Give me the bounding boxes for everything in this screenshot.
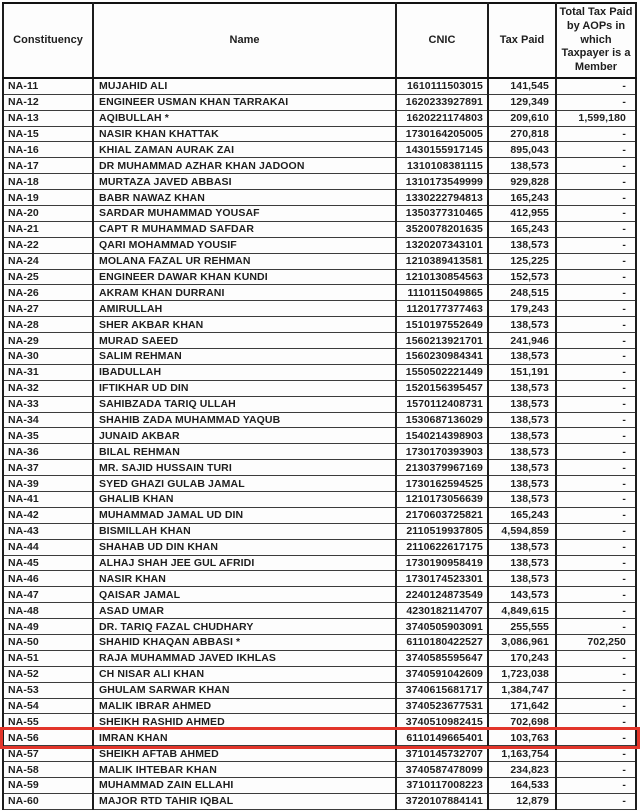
cell-cnic: 1540214398903 — [396, 428, 488, 444]
cell-cnic: 1560213921701 — [396, 333, 488, 349]
cell-total-aop: - — [556, 698, 636, 714]
cell-tax-paid: 138,573 — [488, 158, 556, 174]
table-row — [3, 396, 636, 412]
table-row — [3, 237, 636, 253]
cell-cnic: 1210389413581 — [396, 253, 488, 269]
cell-name: SHAHID KHAQAN ABBASI * — [93, 635, 396, 651]
table-row — [3, 762, 636, 778]
header-constituency: Constituency — [3, 3, 93, 78]
cell-total-aop: - — [556, 476, 636, 492]
cell-total-aop: - — [556, 364, 636, 380]
cell-constituency: NA-43 — [3, 523, 93, 539]
cell-name: MUHAMMAD JAMAL UD DIN — [93, 507, 396, 523]
cell-total-aop: - — [556, 126, 636, 142]
cell-total-aop: - — [556, 269, 636, 285]
cell-name: GHULAM SARWAR KHAN — [93, 682, 396, 698]
cell-tax-paid: 138,573 — [488, 396, 556, 412]
cell-constituency: NA-48 — [3, 603, 93, 619]
table-row — [3, 142, 636, 158]
cell-tax-paid: 255,555 — [488, 619, 556, 635]
table-row — [3, 603, 636, 619]
cell-constituency: NA-37 — [3, 460, 93, 476]
cell-constituency: NA-13 — [3, 110, 93, 126]
cell-cnic: 4230182114707 — [396, 603, 488, 619]
table-header — [3, 3, 636, 78]
cell-tax-paid: 209,610 — [488, 110, 556, 126]
table-row — [3, 317, 636, 333]
cell-constituency: NA-41 — [3, 492, 93, 508]
cell-cnic: 1610111503015 — [396, 78, 488, 95]
cell-tax-paid: 138,573 — [488, 237, 556, 253]
cell-cnic: 1330222794813 — [396, 190, 488, 206]
cell-total-aop: - — [556, 603, 636, 619]
cell-total-aop: - — [556, 539, 636, 555]
table-row — [3, 492, 636, 508]
cell-tax-paid: 165,243 — [488, 221, 556, 237]
cell-name: IMRAN KHAN — [93, 730, 396, 746]
cell-cnic: 1620233927891 — [396, 94, 488, 110]
cell-constituency: NA-57 — [3, 746, 93, 762]
cell-cnic: 1730164205005 — [396, 126, 488, 142]
cell-cnic: 3740615681717 — [396, 682, 488, 698]
cell-name: BABR NAWAZ KHAN — [93, 190, 396, 206]
cell-name: SHAHAB UD DIN KHAN — [93, 539, 396, 555]
cell-name: AMIRULLAH — [93, 301, 396, 317]
cell-constituency: NA-55 — [3, 714, 93, 730]
cell-total-aop: - — [556, 142, 636, 158]
cell-cnic: 1730174523301 — [396, 571, 488, 587]
cell-name: SYED GHAZI GULAB JAMAL — [93, 476, 396, 492]
cell-tax-paid: 1,163,754 — [488, 746, 556, 762]
cell-total-aop: - — [556, 396, 636, 412]
cell-cnic: 3740587478099 — [396, 762, 488, 778]
cell-total-aop: - — [556, 571, 636, 587]
table-row — [3, 778, 636, 794]
cell-cnic: 3740523677531 — [396, 698, 488, 714]
cell-total-aop: - — [556, 78, 636, 95]
cell-constituency: NA-46 — [3, 571, 93, 587]
table-row — [3, 190, 636, 206]
cell-name: MOLANA FAZAL UR REHMAN — [93, 253, 396, 269]
table-row — [3, 571, 636, 587]
cell-name: MUHAMMAD ZAIN ELLAHI — [93, 778, 396, 794]
cell-name: BISMILLAH KHAN — [93, 523, 396, 539]
cell-constituency: NA-28 — [3, 317, 93, 333]
cell-name: CAPT R MUHAMMAD SAFDAR — [93, 221, 396, 237]
cell-name: GHALIB KHAN — [93, 492, 396, 508]
cell-tax-paid: 248,515 — [488, 285, 556, 301]
table-row — [3, 682, 636, 698]
table-row — [3, 158, 636, 174]
table-row — [3, 460, 636, 476]
table-row — [3, 349, 636, 365]
cell-cnic: 1730162594525 — [396, 476, 488, 492]
cell-constituency: NA-15 — [3, 126, 93, 142]
table-row — [3, 380, 636, 396]
cell-cnic: 1210130854563 — [396, 269, 488, 285]
cell-cnic: 1560230984341 — [396, 349, 488, 365]
cell-total-aop: - — [556, 158, 636, 174]
cell-name: CH NISAR ALI KHAN — [93, 666, 396, 682]
cell-constituency: NA-33 — [3, 396, 93, 412]
cell-constituency: NA-34 — [3, 412, 93, 428]
header-total-aop: Total Tax Paid by AOPs in which Taxpayer is a Member — [556, 3, 636, 78]
cell-tax-paid: 241,946 — [488, 333, 556, 349]
cell-cnic: 1620221174803 — [396, 110, 488, 126]
cell-name: SARDAR MUHAMMAD YOUSAF — [93, 205, 396, 221]
cell-constituency: NA-60 — [3, 793, 93, 809]
table-row — [3, 555, 636, 571]
cell-tax-paid: 138,573 — [488, 492, 556, 508]
table-row — [3, 793, 636, 809]
cell-tax-paid: 702,698 — [488, 714, 556, 730]
table-row — [3, 523, 636, 539]
table-row — [3, 174, 636, 190]
cell-tax-paid: 179,243 — [488, 301, 556, 317]
cell-constituency: NA-26 — [3, 285, 93, 301]
cell-name: SALIM REHMAN — [93, 349, 396, 365]
cell-constituency: NA-16 — [3, 142, 93, 158]
cell-tax-paid: 138,573 — [488, 349, 556, 365]
cell-total-aop: - — [556, 349, 636, 365]
cell-constituency: NA-58 — [3, 762, 93, 778]
cell-tax-paid: 165,243 — [488, 190, 556, 206]
cell-cnic: 1350377310465 — [396, 205, 488, 221]
cell-constituency: NA-30 — [3, 349, 93, 365]
cell-name: ASAD UMAR — [93, 603, 396, 619]
cell-total-aop: - — [556, 460, 636, 476]
table-row — [3, 301, 636, 317]
cell-tax-paid: 138,573 — [488, 476, 556, 492]
cell-constituency: NA-39 — [3, 476, 93, 492]
cell-name: SHEIKH AFTAB AHMED — [93, 746, 396, 762]
cell-constituency: NA-51 — [3, 650, 93, 666]
cell-tax-paid: 4,849,615 — [488, 603, 556, 619]
cell-total-aop: - — [556, 682, 636, 698]
table-row — [3, 221, 636, 237]
cell-total-aop: - — [556, 714, 636, 730]
cell-constituency: NA-24 — [3, 253, 93, 269]
cell-name: AQIBULLAH * — [93, 110, 396, 126]
table-row — [3, 507, 636, 523]
tax-paid-table — [2, 2, 637, 810]
cell-constituency: NA-36 — [3, 444, 93, 460]
cell-name: IBADULLAH — [93, 364, 396, 380]
cell-name: DR. TARIQ FAZAL CHUDHARY — [93, 619, 396, 635]
cell-name: SHER AKBAR KHAN — [93, 317, 396, 333]
cell-constituency: NA-53 — [3, 682, 93, 698]
cell-total-aop: - — [556, 428, 636, 444]
cell-constituency: NA-20 — [3, 205, 93, 221]
cell-tax-paid: 129,349 — [488, 94, 556, 110]
cell-total-aop: - — [556, 778, 636, 794]
cell-total-aop: 1,599,180 — [556, 110, 636, 126]
cell-name: BILAL REHMAN — [93, 444, 396, 460]
cell-cnic: 6110149665401 — [396, 730, 488, 746]
cell-constituency: NA-31 — [3, 364, 93, 380]
cell-name: MURTAZA JAVED ABBASI — [93, 174, 396, 190]
cell-total-aop: - — [556, 523, 636, 539]
cell-tax-paid: 138,573 — [488, 428, 556, 444]
cell-total-aop: - — [556, 666, 636, 682]
table-row — [3, 253, 636, 269]
cell-name: MALIK IBRAR AHMED — [93, 698, 396, 714]
cell-name: QAISAR JAMAL — [93, 587, 396, 603]
cell-constituency: NA-35 — [3, 428, 93, 444]
table-row — [3, 650, 636, 666]
cell-cnic: 3720107884141 — [396, 793, 488, 809]
cell-total-aop: - — [556, 730, 636, 746]
cell-total-aop: - — [556, 285, 636, 301]
cell-total-aop: - — [556, 507, 636, 523]
cell-cnic: 1310108381115 — [396, 158, 488, 174]
table-body — [3, 78, 636, 810]
cell-cnic: 3740510982415 — [396, 714, 488, 730]
cell-cnic: 2130379967169 — [396, 460, 488, 476]
cell-tax-paid: 12,879 — [488, 793, 556, 809]
table-row — [3, 269, 636, 285]
cell-total-aop: - — [556, 253, 636, 269]
table-row — [3, 333, 636, 349]
cell-constituency: NA-59 — [3, 778, 93, 794]
table-row — [3, 698, 636, 714]
cell-cnic: 1310173549999 — [396, 174, 488, 190]
header-cnic: CNIC — [396, 3, 488, 78]
header-tax-paid: Tax Paid — [488, 3, 556, 78]
table-row — [3, 587, 636, 603]
cell-tax-paid: 3,086,961 — [488, 635, 556, 651]
cell-tax-paid: 412,955 — [488, 205, 556, 221]
cell-tax-paid: 895,043 — [488, 142, 556, 158]
cell-total-aop: - — [556, 762, 636, 778]
cell-tax-paid: 164,533 — [488, 778, 556, 794]
cell-cnic: 1320207343101 — [396, 237, 488, 253]
cell-cnic: 6110180422527 — [396, 635, 488, 651]
cell-constituency: NA-25 — [3, 269, 93, 285]
cell-cnic: 1550502221449 — [396, 364, 488, 380]
cell-cnic: 1570112408731 — [396, 396, 488, 412]
cell-total-aop: - — [556, 301, 636, 317]
cell-name: QARI MOHAMMAD YOUSIF — [93, 237, 396, 253]
table-row — [3, 476, 636, 492]
cell-cnic: 1510197552649 — [396, 317, 488, 333]
cell-tax-paid: 1,723,038 — [488, 666, 556, 682]
cell-constituency: NA-50 — [3, 635, 93, 651]
cell-constituency: NA-29 — [3, 333, 93, 349]
cell-tax-paid: 1,384,747 — [488, 682, 556, 698]
cell-constituency: NA-54 — [3, 698, 93, 714]
cell-tax-paid: 138,573 — [488, 460, 556, 476]
table-row — [3, 539, 636, 555]
cell-cnic: 3740591042609 — [396, 666, 488, 682]
cell-name: JUNAID AKBAR — [93, 428, 396, 444]
cell-constituency: NA-19 — [3, 190, 93, 206]
cell-tax-paid: 138,573 — [488, 555, 556, 571]
cell-tax-paid: 171,642 — [488, 698, 556, 714]
cell-name: ENGINEER USMAN KHAN TARRAKAI — [93, 94, 396, 110]
table-row — [3, 364, 636, 380]
cell-total-aop: - — [556, 237, 636, 253]
cell-cnic: 1120177377463 — [396, 301, 488, 317]
table-row — [3, 730, 636, 746]
cell-cnic: 1110115049865 — [396, 285, 488, 301]
cell-constituency: NA-21 — [3, 221, 93, 237]
cell-name: MALIK IHTEBAR KHAN — [93, 762, 396, 778]
cell-name: KHIAL ZAMAN AURAK ZAI — [93, 142, 396, 158]
cell-name: SHAHIB ZADA MUHAMMAD YAQUB — [93, 412, 396, 428]
cell-name: ALHAJ SHAH JEE GUL AFRIDI — [93, 555, 396, 571]
cell-total-aop: - — [556, 619, 636, 635]
cell-name: MUJAHID ALI — [93, 78, 396, 95]
cell-name: MAJOR RTD TAHIR IQBAL — [93, 793, 396, 809]
cell-cnic: 1520156395457 — [396, 380, 488, 396]
cell-total-aop: 702,250 — [556, 635, 636, 651]
cell-tax-paid: 170,243 — [488, 650, 556, 666]
cell-cnic: 1530687136029 — [396, 412, 488, 428]
cell-name: AKRAM KHAN DURRANI — [93, 285, 396, 301]
cell-constituency: NA-27 — [3, 301, 93, 317]
cell-constituency: NA-32 — [3, 380, 93, 396]
cell-total-aop: - — [556, 793, 636, 809]
cell-total-aop: - — [556, 174, 636, 190]
cell-name: MURAD SAEED — [93, 333, 396, 349]
header-row — [3, 3, 636, 78]
cell-tax-paid: 138,573 — [488, 539, 556, 555]
cell-tax-paid: 138,573 — [488, 317, 556, 333]
cell-name: ENGINEER DAWAR KHAN KUNDI — [93, 269, 396, 285]
cell-name: MR. SAJID HUSSAIN TURI — [93, 460, 396, 476]
cell-tax-paid: 138,573 — [488, 412, 556, 428]
cell-tax-paid: 4,594,859 — [488, 523, 556, 539]
cell-name: NASIR KHAN KHATTAK — [93, 126, 396, 142]
table-row — [3, 126, 636, 142]
table-row — [3, 285, 636, 301]
cell-total-aop: - — [556, 555, 636, 571]
cell-constituency: NA-44 — [3, 539, 93, 555]
cell-total-aop: - — [556, 746, 636, 762]
cell-constituency: NA-49 — [3, 619, 93, 635]
cell-tax-paid: 103,763 — [488, 730, 556, 746]
header-name: Name — [93, 3, 396, 78]
cell-cnic: 1430155917145 — [396, 142, 488, 158]
cell-cnic: 3710117008223 — [396, 778, 488, 794]
cell-total-aop: - — [556, 587, 636, 603]
table-row — [3, 205, 636, 221]
cell-tax-paid: 929,828 — [488, 174, 556, 190]
table-row — [3, 714, 636, 730]
cell-tax-paid: 234,823 — [488, 762, 556, 778]
cell-cnic: 3520078201635 — [396, 221, 488, 237]
cell-cnic: 3710145732707 — [396, 746, 488, 762]
table-row — [3, 746, 636, 762]
cell-tax-paid: 143,573 — [488, 587, 556, 603]
cell-cnic: 1730190958419 — [396, 555, 488, 571]
cell-name: NASIR KHAN — [93, 571, 396, 587]
cell-constituency: NA-45 — [3, 555, 93, 571]
table-row — [3, 94, 636, 110]
cell-tax-paid: 138,573 — [488, 380, 556, 396]
table-row — [3, 635, 636, 651]
table-row — [3, 666, 636, 682]
cell-constituency: NA-52 — [3, 666, 93, 682]
cell-total-aop: - — [556, 650, 636, 666]
cell-cnic: 2110622617175 — [396, 539, 488, 555]
cell-name: DR MUHAMMAD AZHAR KHAN JADOON — [93, 158, 396, 174]
cell-cnic: 2170603725821 — [396, 507, 488, 523]
cell-total-aop: - — [556, 317, 636, 333]
cell-cnic: 1210173056639 — [396, 492, 488, 508]
cell-cnic: 2240124873549 — [396, 587, 488, 603]
cell-cnic: 2110519937805 — [396, 523, 488, 539]
cell-constituency: NA-18 — [3, 174, 93, 190]
table-row — [3, 412, 636, 428]
table-row — [3, 428, 636, 444]
cell-total-aop: - — [556, 190, 636, 206]
cell-constituency: NA-11 — [3, 78, 93, 95]
cell-total-aop: - — [556, 380, 636, 396]
cell-total-aop: - — [556, 333, 636, 349]
table-row — [3, 110, 636, 126]
cell-cnic: 1730170393903 — [396, 444, 488, 460]
cell-tax-paid: 270,818 — [488, 126, 556, 142]
cell-tax-paid: 138,573 — [488, 444, 556, 460]
cell-constituency: NA-47 — [3, 587, 93, 603]
cell-tax-paid: 138,573 — [488, 571, 556, 587]
cell-constituency: NA-56 — [3, 730, 93, 746]
cell-tax-paid: 165,243 — [488, 507, 556, 523]
cell-tax-paid: 125,225 — [488, 253, 556, 269]
cell-name: SHEIKH RASHID AHMED — [93, 714, 396, 730]
cell-tax-paid: 152,573 — [488, 269, 556, 285]
cell-name: RAJA MUHAMMAD JAVED IKHLAS — [93, 650, 396, 666]
cell-constituency: NA-12 — [3, 94, 93, 110]
cell-constituency: NA-17 — [3, 158, 93, 174]
cell-total-aop: - — [556, 205, 636, 221]
cell-total-aop: - — [556, 444, 636, 460]
cell-tax-paid: 151,191 — [488, 364, 556, 380]
cell-cnic: 3740585595647 — [396, 650, 488, 666]
cell-name: SAHIBZADA TARIQ ULLAH — [93, 396, 396, 412]
cell-cnic: 3740505903091 — [396, 619, 488, 635]
cell-tax-paid: 141,545 — [488, 78, 556, 95]
cell-name: IFTIKHAR UD DIN — [93, 380, 396, 396]
cell-constituency: NA-42 — [3, 507, 93, 523]
table-row — [3, 619, 636, 635]
cell-total-aop: - — [556, 412, 636, 428]
cell-total-aop: - — [556, 94, 636, 110]
table-row — [3, 78, 636, 95]
cell-total-aop: - — [556, 492, 636, 508]
table-row — [3, 444, 636, 460]
cell-constituency: NA-22 — [3, 237, 93, 253]
cell-total-aop: - — [556, 221, 636, 237]
